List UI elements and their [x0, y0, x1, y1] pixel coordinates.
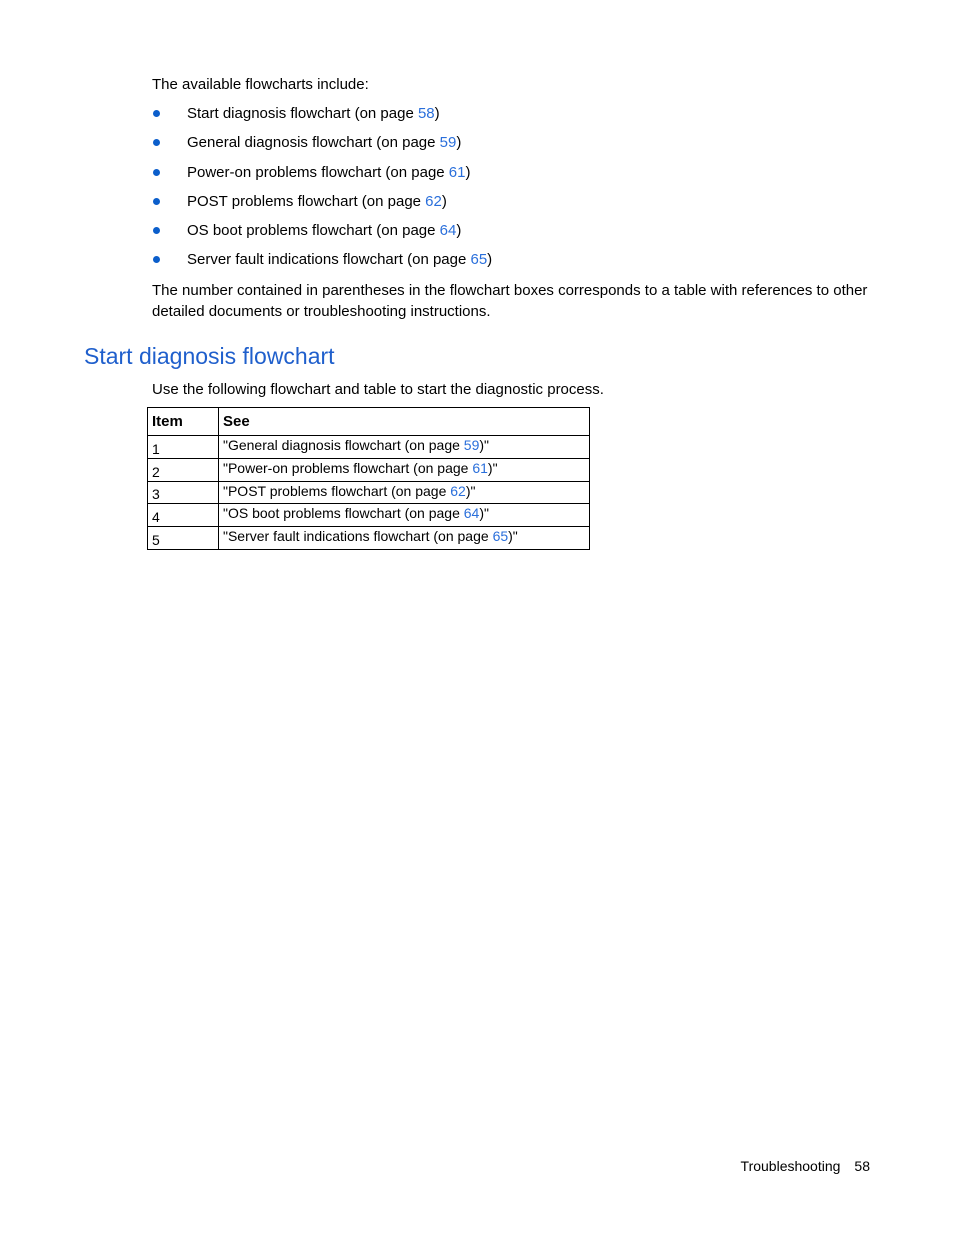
page-link[interactable]: 65	[492, 528, 509, 545]
cell-item: 5	[148, 527, 219, 550]
bullet-icon	[153, 139, 160, 146]
list-item-text: OS boot problems flowchart (on page	[187, 222, 440, 240]
list-item-close: )	[465, 163, 471, 181]
footer-section-title: Troubleshooting	[740, 1158, 841, 1174]
bullet-icon	[153, 169, 160, 176]
list-item-text: POST problems flowchart (on page	[187, 192, 426, 210]
page-link[interactable]: 65	[470, 251, 488, 269]
list-item	[152, 192, 872, 221]
table-row	[148, 527, 590, 550]
list-item-close: )	[456, 134, 462, 152]
cell-see-close: )"	[487, 459, 498, 476]
cell-see-text: "General diagnosis flowchart (on page	[223, 437, 464, 453]
page-link[interactable]: 64	[463, 505, 480, 522]
cell-see	[219, 481, 590, 504]
cell-see-text: "Server fault indications flowchart (on page	[223, 528, 493, 545]
explanation-paragraph: The number contained in parentheses in the flowchart boxes corresponds to a table with references to other detailed documents or troubleshooting instructions.	[152, 282, 868, 320]
cell-item: 4	[148, 504, 219, 527]
page-link[interactable]: 59	[463, 437, 480, 453]
cell-item: 2	[148, 458, 219, 481]
page-link[interactable]: 62	[450, 482, 466, 499]
table-row	[148, 436, 590, 459]
reference-table	[147, 407, 590, 550]
list-item	[152, 250, 872, 279]
cell-see-close: )"	[479, 505, 489, 522]
bullet-icon	[153, 256, 160, 263]
page-link[interactable]: 64	[439, 222, 457, 240]
table-row	[148, 504, 590, 527]
page-link[interactable]: 59	[439, 134, 457, 152]
footer-page-number: 58	[854, 1158, 870, 1174]
list-item-text: Server fault indications flowchart (on page	[187, 251, 471, 269]
page-footer	[741, 1158, 870, 1174]
list-item-text: Power-on problems flowchart (on page	[187, 163, 449, 181]
cell-see-close: )"	[479, 437, 489, 453]
page-link[interactable]: 62	[425, 192, 442, 210]
cell-see-text: "Power-on problems flowchart (on page	[223, 459, 473, 476]
cell-see	[219, 504, 590, 527]
bullet-icon	[153, 110, 160, 117]
cell-see	[219, 458, 590, 481]
list-item	[152, 221, 872, 250]
cell-see-close: )"	[465, 482, 476, 499]
table-header-row	[148, 408, 590, 436]
cell-see-text: "OS boot problems flowchart (on page	[223, 505, 464, 522]
table-row	[148, 481, 590, 504]
cell-item: 1	[148, 436, 219, 459]
header-see: See	[219, 408, 590, 436]
cell-see-text: "POST problems flowchart (on page	[223, 482, 451, 499]
bullet-icon	[153, 198, 160, 205]
list-item-close: )	[487, 251, 493, 269]
list-item-text: General diagnosis flowchart (on page	[187, 134, 440, 152]
bullet-icon	[153, 227, 160, 234]
list-item-close: )	[434, 105, 440, 122]
list-item	[152, 133, 872, 162]
intro-text: The available flowcharts include:	[152, 76, 369, 93]
list-item	[152, 104, 872, 133]
lead-text: Use the following flowchart and table to start the diagnostic process.	[152, 381, 604, 398]
page-link[interactable]: 61	[472, 459, 488, 476]
list-item-close: )	[441, 192, 447, 210]
list-item-text: Start diagnosis flowchart (on page	[187, 105, 418, 122]
section-heading: Start diagnosis flowchart	[84, 343, 335, 369]
list-item-close: )	[456, 222, 462, 240]
cell-see	[219, 527, 590, 550]
list-item	[152, 163, 872, 192]
flowchart-list	[152, 104, 872, 280]
page-link[interactable]: 58	[417, 105, 435, 122]
table-row	[148, 458, 590, 481]
cell-see-close: )"	[508, 528, 518, 545]
header-item: Item	[148, 408, 219, 436]
page-link[interactable]: 61	[448, 163, 466, 181]
cell-see	[219, 436, 590, 459]
cell-item: 3	[148, 481, 219, 504]
